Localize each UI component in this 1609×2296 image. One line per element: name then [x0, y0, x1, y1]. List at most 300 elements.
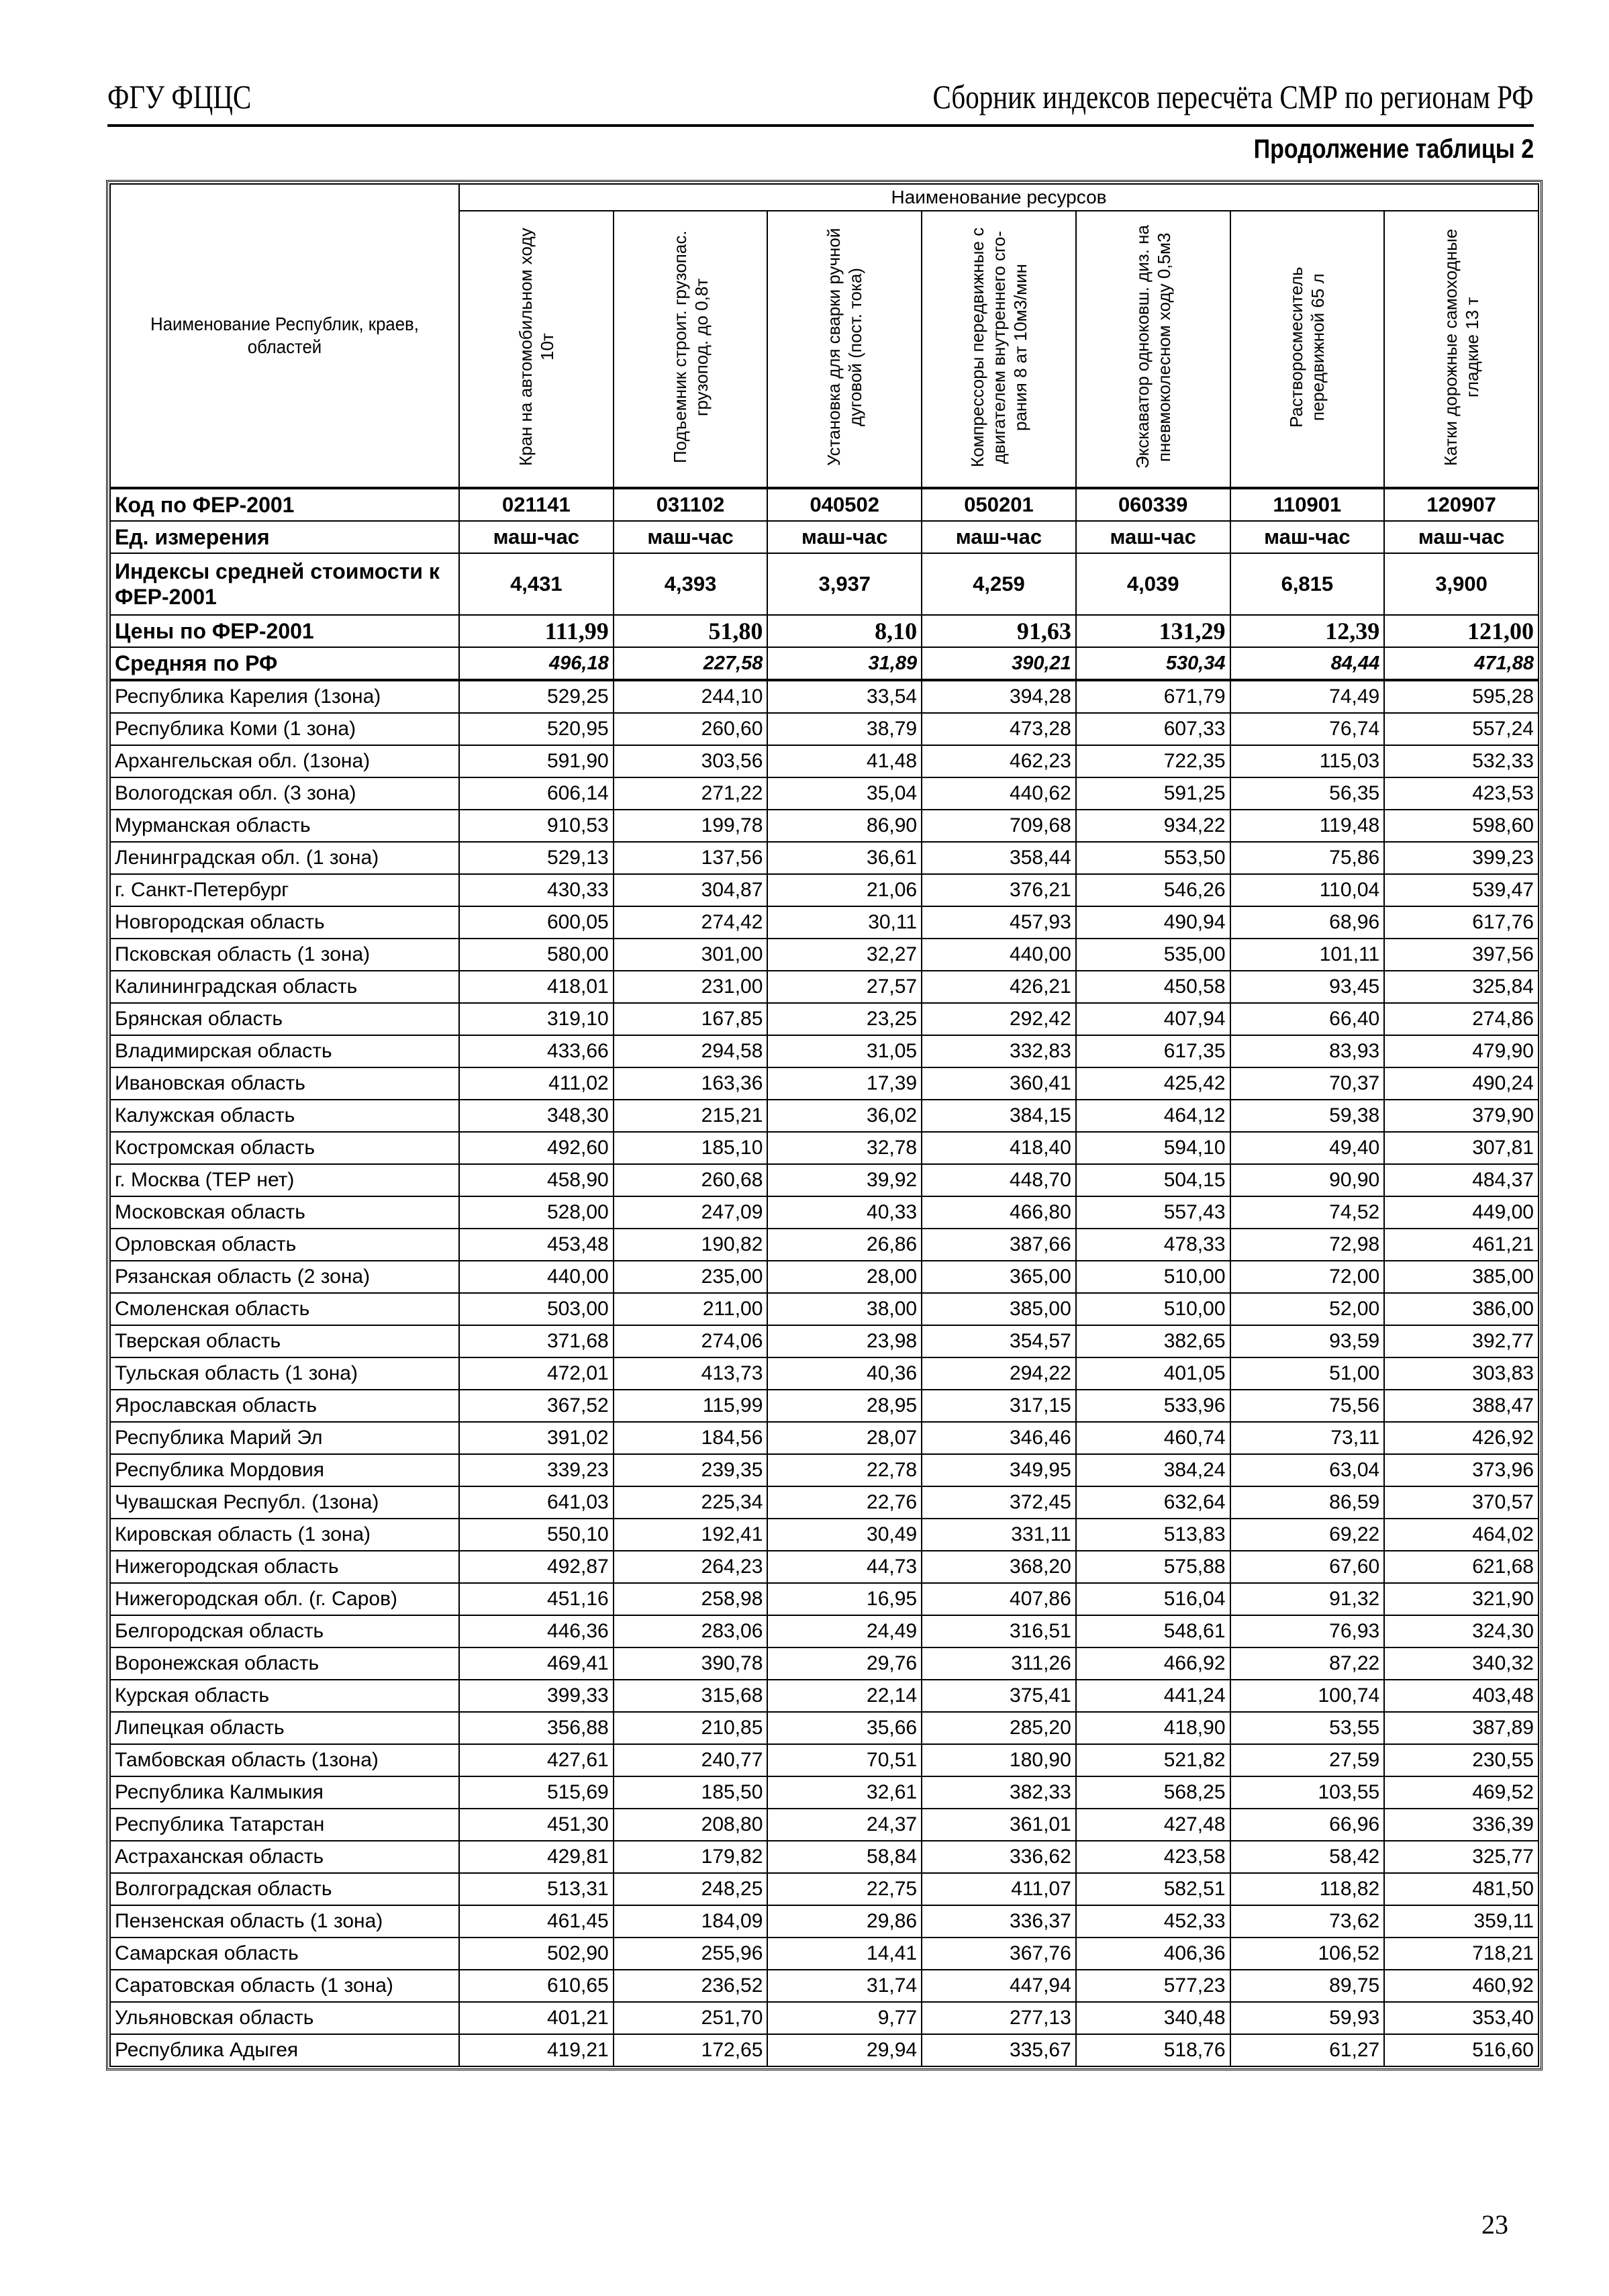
cell-value: 391,02	[459, 1422, 614, 1454]
cell-value: 103,55	[1230, 1776, 1385, 1809]
cell-value: 617,35	[1076, 1035, 1230, 1067]
region-name: Республика Калмыкия	[110, 1776, 459, 1809]
cell-value: 72,98	[1230, 1229, 1385, 1261]
region-name: Тамбовская область (1зона)	[110, 1744, 459, 1776]
row-label: Цены по ФЕР-2001	[110, 615, 459, 647]
cell-value: 110901	[1230, 488, 1385, 521]
document-title: Сборник индексов пересчёта СМР по регионам РФ	[932, 78, 1534, 115]
cell-value: 580,00	[459, 939, 614, 971]
cell-value: 111,99	[459, 615, 614, 647]
cell-value: 12,39	[1230, 615, 1385, 647]
table-row	[110, 1841, 1539, 1873]
cell-value: 87,22	[1230, 1647, 1385, 1680]
cell-value: 30,49	[767, 1519, 922, 1551]
cell-value: 36,61	[767, 842, 922, 874]
cell-value: 407,94	[1076, 1003, 1230, 1035]
cell-value: 31,05	[767, 1035, 922, 1067]
cell-value: 3,937	[767, 553, 922, 615]
cell-value: 137,56	[614, 842, 768, 874]
cell-value: 418,40	[922, 1132, 1076, 1164]
cell-value: 385,00	[1384, 1261, 1539, 1293]
cell-value: 115,99	[614, 1390, 768, 1422]
cell-value: 93,59	[1230, 1325, 1385, 1357]
cell-value: 367,52	[459, 1390, 614, 1422]
cell-value: 451,16	[459, 1583, 614, 1615]
cell-value: 163,36	[614, 1067, 768, 1100]
resource-header	[459, 211, 614, 488]
cell-value: 244,10	[614, 680, 768, 713]
cell-value: 518,76	[1076, 2034, 1230, 2066]
cell-value: 399,33	[459, 1680, 614, 1712]
cell-value: 236,52	[614, 1970, 768, 2002]
cell-value: 3,900	[1384, 553, 1539, 615]
cell-value: 040502	[767, 488, 922, 521]
region-name: Архангельская обл. (1зона)	[110, 745, 459, 777]
cell-value: 199,78	[614, 810, 768, 842]
cell-value: 582,51	[1076, 1873, 1230, 1905]
table-row	[110, 1164, 1539, 1196]
table-row	[110, 1067, 1539, 1100]
cell-value: 28,00	[767, 1261, 922, 1293]
cell-value: 264,23	[614, 1551, 768, 1583]
cell-value: 050201	[922, 488, 1076, 521]
table-caption: Продолжение таблицы 2	[1253, 134, 1534, 164]
table-row	[110, 1422, 1539, 1454]
table-row	[110, 1905, 1539, 1938]
cell-value: 303,83	[1384, 1357, 1539, 1390]
cell-value: 354,57	[922, 1325, 1076, 1357]
cell-value: 382,65	[1076, 1325, 1230, 1357]
table-row	[110, 1873, 1539, 1905]
cell-value: 90,90	[1230, 1164, 1385, 1196]
cell-value: 258,98	[614, 1583, 768, 1615]
cell-value: 22,75	[767, 1873, 922, 1905]
cell-value: 23,25	[767, 1003, 922, 1035]
cell-value: 548,61	[1076, 1615, 1230, 1647]
cell-value: 240,77	[614, 1744, 768, 1776]
cell-value: 430,33	[459, 874, 614, 906]
table-row	[110, 874, 1539, 906]
cell-value: 453,48	[459, 1229, 614, 1261]
cell-value: 70,37	[1230, 1067, 1385, 1100]
table-row	[110, 1486, 1539, 1519]
cell-value: 358,44	[922, 842, 1076, 874]
cell-value: 397,56	[1384, 939, 1539, 971]
cell-value: 441,24	[1076, 1680, 1230, 1712]
cell-value: 260,68	[614, 1164, 768, 1196]
cell-value: 462,23	[922, 745, 1076, 777]
cell-value: 225,34	[614, 1486, 768, 1519]
cell-value: 68,96	[1230, 906, 1385, 939]
cell-value: 390,21	[922, 647, 1076, 680]
cell-value: 472,01	[459, 1357, 614, 1390]
cell-value: 370,57	[1384, 1486, 1539, 1519]
cell-value: 336,62	[922, 1841, 1076, 1873]
cell-value: 360,41	[922, 1067, 1076, 1100]
region-name: Калужская область	[110, 1100, 459, 1132]
page-number: 23	[1481, 2209, 1508, 2240]
cell-value: маш-час	[767, 521, 922, 553]
region-name: Калининградская область	[110, 971, 459, 1003]
cell-value: 192,41	[614, 1519, 768, 1551]
cell-value: 394,28	[922, 680, 1076, 713]
cell-value: 423,53	[1384, 777, 1539, 810]
region-name: г. Москва (ТЕР нет)	[110, 1164, 459, 1196]
cell-value: 387,89	[1384, 1712, 1539, 1744]
cell-value: 66,96	[1230, 1809, 1385, 1841]
region-name: Воронежская область	[110, 1647, 459, 1680]
cell-value: 51,00	[1230, 1357, 1385, 1390]
cell-value: 32,27	[767, 939, 922, 971]
cell-value: 84,44	[1230, 647, 1385, 680]
cell-value: 179,82	[614, 1841, 768, 1873]
cell-value: 429,81	[459, 1841, 614, 1873]
cell-value: 121,00	[1384, 615, 1539, 647]
cell-value: 8,10	[767, 615, 922, 647]
cell-value: 515,69	[459, 1776, 614, 1809]
cell-value: 40,33	[767, 1196, 922, 1229]
cell-value: 451,30	[459, 1809, 614, 1841]
cell-value: 530,34	[1076, 647, 1230, 680]
cell-value: 361,01	[922, 1809, 1076, 1841]
table-body	[110, 488, 1539, 2066]
cell-value: 594,10	[1076, 1132, 1230, 1164]
cell-value: 403,48	[1384, 1680, 1539, 1712]
cell-value: 440,62	[922, 777, 1076, 810]
cell-value: 247,09	[614, 1196, 768, 1229]
row-label: Средняя по РФ	[110, 647, 459, 680]
table-row	[110, 1551, 1539, 1583]
cell-value: 479,90	[1384, 1035, 1539, 1067]
cell-value: 44,73	[767, 1551, 922, 1583]
cell-value: 73,11	[1230, 1422, 1385, 1454]
region-name: Республика Татарстан	[110, 1809, 459, 1841]
cell-value: 407,86	[922, 1583, 1076, 1615]
region-name: Пензенская область (1 зона)	[110, 1905, 459, 1938]
region-name: Костромская область	[110, 1132, 459, 1164]
cell-value: 492,87	[459, 1551, 614, 1583]
cell-value: 70,51	[767, 1744, 922, 1776]
cell-value: 63,04	[1230, 1454, 1385, 1486]
cell-value: 29,86	[767, 1905, 922, 1938]
cell-value: 557,43	[1076, 1196, 1230, 1229]
cell-value: 460,74	[1076, 1422, 1230, 1454]
cell-value: 473,28	[922, 713, 1076, 745]
table-row	[110, 680, 1539, 713]
resource-header	[1230, 211, 1385, 488]
cell-value: 58,84	[767, 1841, 922, 1873]
cell-value: 610,65	[459, 1970, 614, 2002]
cell-value: 31,89	[767, 647, 922, 680]
cell-value: 4,393	[614, 553, 768, 615]
cell-value: 503,00	[459, 1293, 614, 1325]
resource-header-label: Кран на автомобильном ходу 10т	[515, 228, 557, 466]
region-name: Республика Адыгея	[110, 2034, 459, 2066]
resource-header	[1384, 211, 1539, 488]
cell-value: 49,40	[1230, 1132, 1385, 1164]
cell-value: 353,40	[1384, 2002, 1539, 2034]
cell-value: 74,49	[1230, 680, 1385, 713]
cell-value: 450,58	[1076, 971, 1230, 1003]
cell-value: 413,73	[614, 1357, 768, 1390]
cell-value: маш-час	[922, 521, 1076, 553]
cell-value: 481,50	[1384, 1873, 1539, 1905]
cell-value: 30,11	[767, 906, 922, 939]
cell-value: 539,47	[1384, 874, 1539, 906]
cell-value: 490,94	[1076, 906, 1230, 939]
cell-value: 598,60	[1384, 810, 1539, 842]
table-row	[110, 1680, 1539, 1712]
cell-value: 371,68	[459, 1325, 614, 1357]
cell-value: 427,61	[459, 1744, 614, 1776]
row-label: Ед. измерения	[110, 521, 459, 553]
cell-value: 521,82	[1076, 1744, 1230, 1776]
cell-value: 27,57	[767, 971, 922, 1003]
cell-value: 4,039	[1076, 553, 1230, 615]
cell-value: 426,92	[1384, 1422, 1539, 1454]
cell-value: 101,11	[1230, 939, 1385, 971]
row-label: Код по ФЕР-2001	[110, 488, 459, 521]
cell-value: 28,07	[767, 1422, 922, 1454]
cell-value: 349,95	[922, 1454, 1076, 1486]
cell-value: 418,90	[1076, 1712, 1230, 1744]
cell-value: 516,60	[1384, 2034, 1539, 2066]
cell-value: маш-час	[1384, 521, 1539, 553]
cell-value: 83,93	[1230, 1035, 1385, 1067]
cell-value: 910,53	[459, 810, 614, 842]
cell-value: 423,58	[1076, 1841, 1230, 1873]
cell-value: 274,42	[614, 906, 768, 939]
cell-value: 411,07	[922, 1873, 1076, 1905]
cell-value: 35,66	[767, 1712, 922, 1744]
region-name: Волгоградская область	[110, 1873, 459, 1905]
cell-value: 553,50	[1076, 842, 1230, 874]
region-name: Астраханская область	[110, 1841, 459, 1873]
cell-value: 447,94	[922, 1970, 1076, 2002]
cell-value: 251,70	[614, 2002, 768, 2034]
resource-header-label: Подъемник строит. грузопас. грузопод. до 0,8т	[669, 230, 712, 463]
cell-value: 457,93	[922, 906, 1076, 939]
region-name: Ивановская область	[110, 1067, 459, 1100]
cell-value: 607,33	[1076, 713, 1230, 745]
resources-group-header: Наименование ресурсов	[459, 184, 1539, 211]
region-name: Рязанская область (2 зона)	[110, 1261, 459, 1293]
cell-value: 23,98	[767, 1325, 922, 1357]
cell-value: 271,22	[614, 777, 768, 810]
cell-value: 315,68	[614, 1680, 768, 1712]
cell-value: 38,00	[767, 1293, 922, 1325]
unit-row	[110, 521, 1539, 553]
cell-value: 568,25	[1076, 1776, 1230, 1809]
region-name: Республика Мордовия	[110, 1454, 459, 1486]
cell-value: 75,86	[1230, 842, 1385, 874]
cell-value: 53,55	[1230, 1712, 1385, 1744]
cell-value: 632,64	[1076, 1486, 1230, 1519]
table-row	[110, 777, 1539, 810]
cell-value: 021141	[459, 488, 614, 521]
cell-value: 75,56	[1230, 1390, 1385, 1422]
price-row	[110, 615, 1539, 647]
region-name: Владимирская область	[110, 1035, 459, 1067]
region-name: Ленинградская обл. (1 зона)	[110, 842, 459, 874]
cell-value: 373,96	[1384, 1454, 1539, 1486]
cell-value: 248,25	[614, 1873, 768, 1905]
region-name: Брянская область	[110, 1003, 459, 1035]
table-row	[110, 1647, 1539, 1680]
region-name: Кировская область (1 зона)	[110, 1519, 459, 1551]
index-table	[109, 183, 1539, 2067]
cell-value: 59,38	[1230, 1100, 1385, 1132]
cell-value: 471,88	[1384, 647, 1539, 680]
cell-value: 21,06	[767, 874, 922, 906]
cell-value: 336,37	[922, 1905, 1076, 1938]
cell-value: 384,24	[1076, 1454, 1230, 1486]
cell-value: маш-час	[614, 521, 768, 553]
table-row	[110, 1776, 1539, 1809]
cell-value: 461,21	[1384, 1229, 1539, 1261]
cell-value: 24,37	[767, 1809, 922, 1841]
resource-header-label: Растворосмеситель передвижной 65 л	[1286, 266, 1328, 428]
cell-value: 469,52	[1384, 1776, 1539, 1809]
cell-value: 26,86	[767, 1229, 922, 1261]
cell-value: 375,41	[922, 1680, 1076, 1712]
cell-value: 387,66	[922, 1229, 1076, 1261]
cell-value: 934,22	[1076, 810, 1230, 842]
cell-value: 211,00	[614, 1293, 768, 1325]
cell-value: 285,20	[922, 1712, 1076, 1744]
average-row	[110, 647, 1539, 680]
cell-value: 303,56	[614, 745, 768, 777]
cell-value: 390,78	[614, 1647, 768, 1680]
cell-value: 76,93	[1230, 1615, 1385, 1647]
cell-value: 115,03	[1230, 745, 1385, 777]
cell-value: 73,62	[1230, 1905, 1385, 1938]
cell-value: маш-час	[459, 521, 614, 553]
cell-value: 172,65	[614, 2034, 768, 2066]
cell-value: 69,22	[1230, 1519, 1385, 1551]
cell-value: 385,00	[922, 1293, 1076, 1325]
cell-value: 321,90	[1384, 1583, 1539, 1615]
cell-value: 392,77	[1384, 1325, 1539, 1357]
table-row	[110, 1615, 1539, 1647]
cell-value: 72,00	[1230, 1261, 1385, 1293]
cell-value: 528,00	[459, 1196, 614, 1229]
table-row	[110, 1132, 1539, 1164]
resource-header	[614, 211, 768, 488]
cell-value: 529,25	[459, 680, 614, 713]
region-name: Нижегородская обл. (г. Саров)	[110, 1583, 459, 1615]
cell-value: 339,23	[459, 1454, 614, 1486]
resource-header	[1076, 211, 1230, 488]
cell-value: 401,21	[459, 2002, 614, 2034]
region-name: Новгородская область	[110, 906, 459, 939]
region-name: Чувашская Республ. (1зона)	[110, 1486, 459, 1519]
region-name: Мурманская область	[110, 810, 459, 842]
cell-value: 641,03	[459, 1486, 614, 1519]
cell-value: 411,02	[459, 1067, 614, 1100]
cell-value: 709,68	[922, 810, 1076, 842]
cell-value: 446,36	[459, 1615, 614, 1647]
cell-value: 255,96	[614, 1938, 768, 1970]
region-name: Белгородская область	[110, 1615, 459, 1647]
region-name: Московская область	[110, 1196, 459, 1229]
table-row	[110, 1100, 1539, 1132]
cell-value: маш-час	[1076, 521, 1230, 553]
table-row	[110, 1583, 1539, 1615]
cell-value: 184,56	[614, 1422, 768, 1454]
row-label: Индексы средней стоимости к ФЕР-2001	[110, 553, 459, 615]
cell-value: 35,04	[767, 777, 922, 810]
region-name: Тульская область (1 зона)	[110, 1357, 459, 1390]
cell-value: 283,06	[614, 1615, 768, 1647]
table-row	[110, 1035, 1539, 1067]
region-name: Республика Марий Эл	[110, 1422, 459, 1454]
table-row	[110, 810, 1539, 842]
cell-value: 294,58	[614, 1035, 768, 1067]
resource-header	[922, 211, 1076, 488]
table-row	[110, 1261, 1539, 1293]
cell-value: 311,26	[922, 1647, 1076, 1680]
cell-value: 41,48	[767, 745, 922, 777]
region-name: г. Санкт-Петербург	[110, 874, 459, 906]
cell-value: 464,02	[1384, 1519, 1539, 1551]
cell-value: 215,21	[614, 1100, 768, 1132]
cell-value: 17,39	[767, 1067, 922, 1100]
cell-value: 382,33	[922, 1776, 1076, 1809]
cell-value: 52,00	[1230, 1293, 1385, 1325]
cell-value: 39,92	[767, 1164, 922, 1196]
cell-value: 58,42	[1230, 1841, 1385, 1873]
cell-value: 4,431	[459, 553, 614, 615]
cell-value: 492,60	[459, 1132, 614, 1164]
cell-value: 22,14	[767, 1680, 922, 1712]
cell-value: 316,51	[922, 1615, 1076, 1647]
cell-value: 27,59	[1230, 1744, 1385, 1776]
page-header	[107, 77, 1534, 127]
cell-value: 557,24	[1384, 713, 1539, 745]
cell-value: 29,76	[767, 1647, 922, 1680]
cell-value: 516,04	[1076, 1583, 1230, 1615]
region-name: Республика Коми (1 зона)	[110, 713, 459, 745]
cell-value: 40,36	[767, 1357, 922, 1390]
table-row	[110, 1809, 1539, 1841]
cell-value: 359,11	[1384, 1905, 1539, 1938]
cell-value: 120907	[1384, 488, 1539, 521]
cell-value: 458,90	[459, 1164, 614, 1196]
cell-value: 184,09	[614, 1905, 768, 1938]
cell-value: 546,26	[1076, 874, 1230, 906]
cell-value: 32,61	[767, 1776, 922, 1809]
cell-value: 510,00	[1076, 1261, 1230, 1293]
cell-value: 274,06	[614, 1325, 768, 1357]
cell-value: 671,79	[1076, 680, 1230, 713]
cell-value: 38,79	[767, 713, 922, 745]
cell-value: 6,815	[1230, 553, 1385, 615]
cell-value: 131,29	[1076, 615, 1230, 647]
cell-value: 406,36	[1076, 1938, 1230, 1970]
region-name: Курская область	[110, 1680, 459, 1712]
cell-value: 74,52	[1230, 1196, 1385, 1229]
cell-value: 384,15	[922, 1100, 1076, 1132]
cell-value: 606,14	[459, 777, 614, 810]
cell-value: 227,58	[614, 647, 768, 680]
resource-header-label: Катки дорожные самоходные гладкие 13 т	[1441, 228, 1483, 466]
cell-value: 386,00	[1384, 1293, 1539, 1325]
cell-value: 231,00	[614, 971, 768, 1003]
cell-value: 24,49	[767, 1615, 922, 1647]
cell-value: 301,00	[614, 939, 768, 971]
resource-header-label: Установка для сварки ручной дуговой (пост. тока)	[824, 228, 866, 466]
